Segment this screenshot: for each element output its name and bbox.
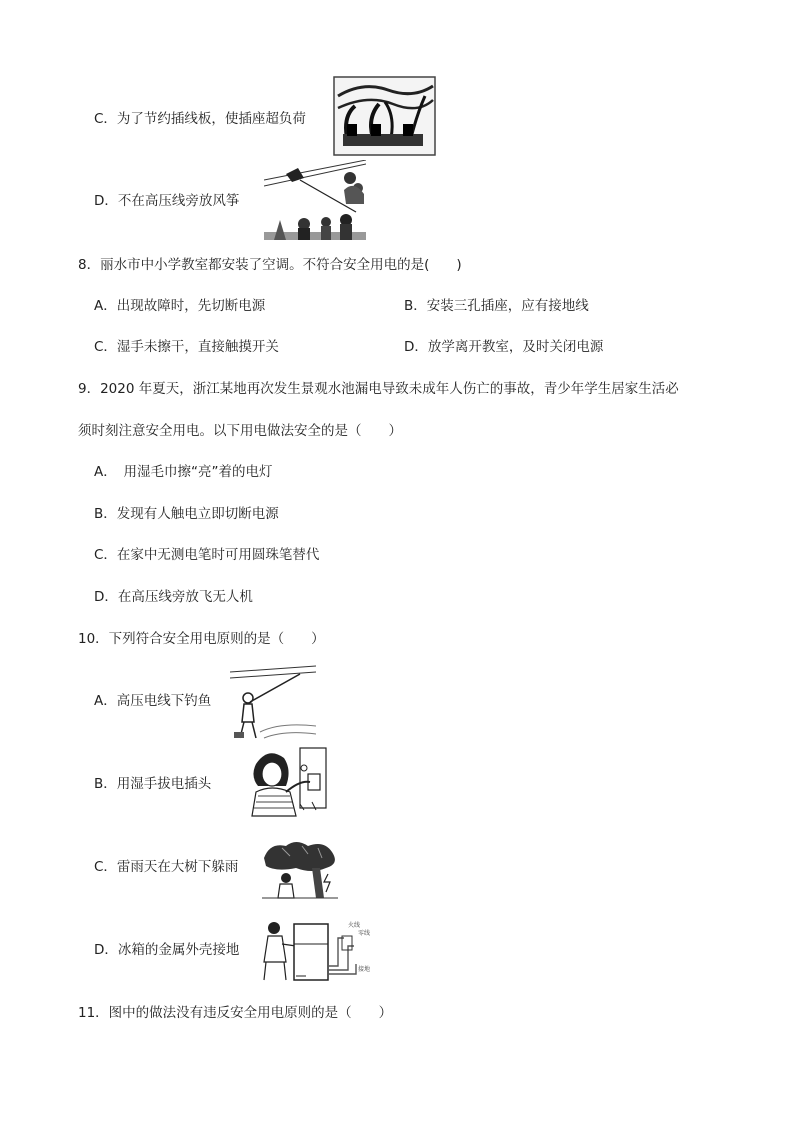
q10-stem: 10．下列符合安全用电原则的是（ ） [78,631,325,647]
fridge-label-live: 火线 [348,922,361,929]
q7-option-c: C．为了节约插线板，使插座超负荷 [94,111,306,127]
overloaded-socket-icon [333,76,436,156]
wet-hand-unplug-icon [246,744,330,818]
q8-option-b: B．安装三孔插座，应有接地线 [404,298,589,314]
tree-shelter-thunderstorm-icon [262,840,338,900]
q9-stem-line1: 9．2020 年夏天，浙江某地再次发生景观水池漏电导致未成年人伤亡的事故，青少年学生居家生活必 [78,381,679,397]
q8-option-a: A．出现故障时，先切断电源 [94,298,266,314]
q9-stem-line2: 须时刻注意安全用电。以下用电做法安全的是（ ） [78,423,402,439]
q7-option-d: D．不在高压线旁放风筝 [94,193,240,209]
fridge-label-neutral: 零线 [358,930,371,937]
q9-option-a: A． 用湿毛巾擦“亮”着的电灯 [94,464,273,480]
q8-stem: 8．丽水市中小学教室都安装了空调。不符合安全用电的是( ) [78,257,462,273]
q9-option-d: D．在高压线旁放飞无人机 [94,589,253,605]
fishing-under-power-line-icon [230,662,316,740]
kite-high-voltage-icon [264,160,366,242]
q10-option-c: C．雷雨天在大树下躲雨 [94,859,239,875]
q9-option-b: B．发现有人触电立即切断电源 [94,506,279,522]
q10-option-b: B．用湿手拔电插头 [94,776,212,792]
q10-option-a: A．高压电线下钓鱼 [94,693,212,709]
q8-option-d: D．放学离开教室，及时关闭电源 [404,339,604,355]
fridge-label-ground: 接地 [358,966,371,973]
q10-option-d: D．冰箱的金属外壳接地 [94,942,240,958]
q11-stem: 11．图中的做法没有违反安全用电原则的是（ ） [78,1005,393,1021]
q9-option-c: C．在家中无测电笔时可用圆珠笔替代 [94,547,320,563]
q8-option-c: C．湿手未擦干，直接触摸开关 [94,339,279,355]
